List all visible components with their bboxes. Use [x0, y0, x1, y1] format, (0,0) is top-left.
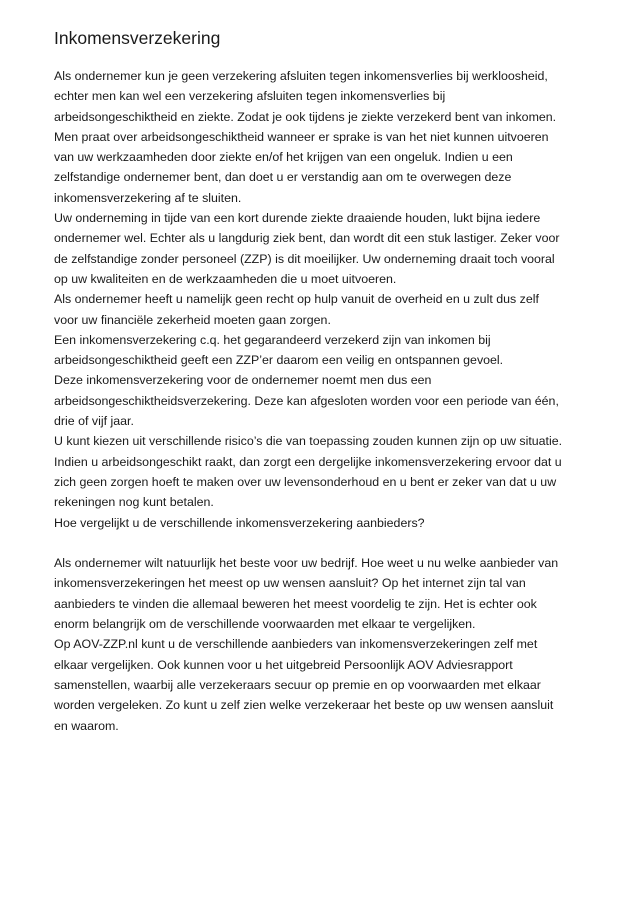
text-line: Indien u arbeidsongeschikt raakt, dan zorgt een dergelijke inkomensverzekering ervoor dat u: [54, 454, 562, 469]
text-line: U kunt kiezen uit verschillende risico’s die van toepassing zouden kunnen zijn op uw situatie.: [54, 434, 563, 449]
text-line: arbeidsongeschiktheid en ziekte. Zodat je ook tijdens je ziekte verzekerd bent van inkomen.: [54, 109, 557, 124]
text-line: zelfstandige ondernemer bent, dan doet u er verstandig aan om te overwegen deze: [54, 170, 512, 185]
text-line: zich geen zorgen hoeft te maken over uw levensonderhoud en u bent er zeker van dat u uw: [54, 474, 557, 489]
text-line: de zelfstandige zonder personeel (ZZP) is dit moeilijker. Uw onderneming draait toch vooral: [54, 251, 555, 266]
text-line: en waarom.: [54, 718, 119, 733]
text-line: Men praat over arbeidsongeschiktheid wanneer er sprake is van het niet kunnen uitvoeren: [54, 129, 549, 144]
text-line: aanbieders te vinden die allemaal beweren het meest voordelig te zijn. Het is echter ook: [54, 596, 537, 611]
text-line: samenstellen, waarbij alle verzekeraars secuur op premie en op voorwaarden met elkaar: [54, 677, 541, 692]
text-line: Op AOV-ZZP.nl kunt u de verschillende aanbieders van inkomensverzekeringen zelf met: [54, 637, 538, 652]
text-line: arbeidsongeschiktheidsverzekering. Deze kan afgesloten worden voor een periode van één,: [54, 393, 559, 408]
text-line: Uw onderneming in tijde van een kort durende ziekte draaiende houden, lukt bijna iedere: [54, 211, 541, 226]
text-line: inkomensverzekering af te sluiten.: [54, 190, 242, 205]
text-line: elkaar vergelijken. Ook kunnen voor u het uitgebreid Persoonlijk AOV Adviesrapport: [54, 657, 513, 672]
text-line: ondernemer wel. Echter als u langdurig ziek bent, dan wordt dit een stuk lastiger. Zeker voor: [54, 231, 560, 246]
text-line: inkomensverzekeringen het meest op uw wensen aansluit? Op het internet zijn tal van: [54, 576, 526, 591]
text-line: Een inkomensverzekering c.q. het gegarandeerd verzekerd zijn van inkomen bij: [54, 332, 491, 347]
text-line: drie of vijf jaar.: [54, 414, 134, 429]
document-body: [54, 66, 599, 736]
text-line: Als ondernemer heeft u namelijk geen recht op hulp vanuit de overheid en u zult dus zelf: [54, 292, 539, 307]
document-title: Inkomensverzekering: [54, 28, 221, 48]
text-line: Deze inkomensverzekering voor de ondernemer noemt men dus een: [54, 373, 432, 388]
document-page: [54, 26, 599, 736]
text-line: van uw werkzaamheden door ziekte en/of het krijgen van een ongeluk. Indien u een: [54, 150, 513, 165]
text-line: worden vergeleken. Zo kunt u zelf zien welke verzekeraar het beste op uw wensen aansluit: [54, 698, 554, 713]
text-line: Als ondernemer kun je geen verzekering afsluiten tegen inkomensverlies bij werkloosheid,: [54, 69, 548, 83]
text-line: rekeningen nog kunt betalen.: [54, 495, 214, 510]
text-line: enorm belangrijk om de verschillende voorwaarden met elkaar te vergelijken.: [54, 617, 476, 632]
text-line: arbeidsongeschiktheid geeft een ZZP’er daarom een veilig en ontspannen gevoel.: [54, 353, 504, 368]
text-line: Hoe vergelijkt u de verschillende inkomensverzekering aanbieders?: [54, 515, 425, 530]
text-line: voor uw financiële zekerheid moeten gaan zorgen.: [54, 312, 331, 327]
text-line: echter men kan wel een verzekering afsluiten tegen inkomensverlies bij: [54, 89, 446, 104]
paragraph-gap: [54, 533, 599, 553]
text-line: op uw kwaliteiten en de werkzaamheden die u moet uitvoeren.: [54, 271, 397, 286]
text-line: Als ondernemer wilt natuurlijk het beste voor uw bedrijf. Hoe weet u nu welke aanbieder van: [54, 556, 559, 571]
